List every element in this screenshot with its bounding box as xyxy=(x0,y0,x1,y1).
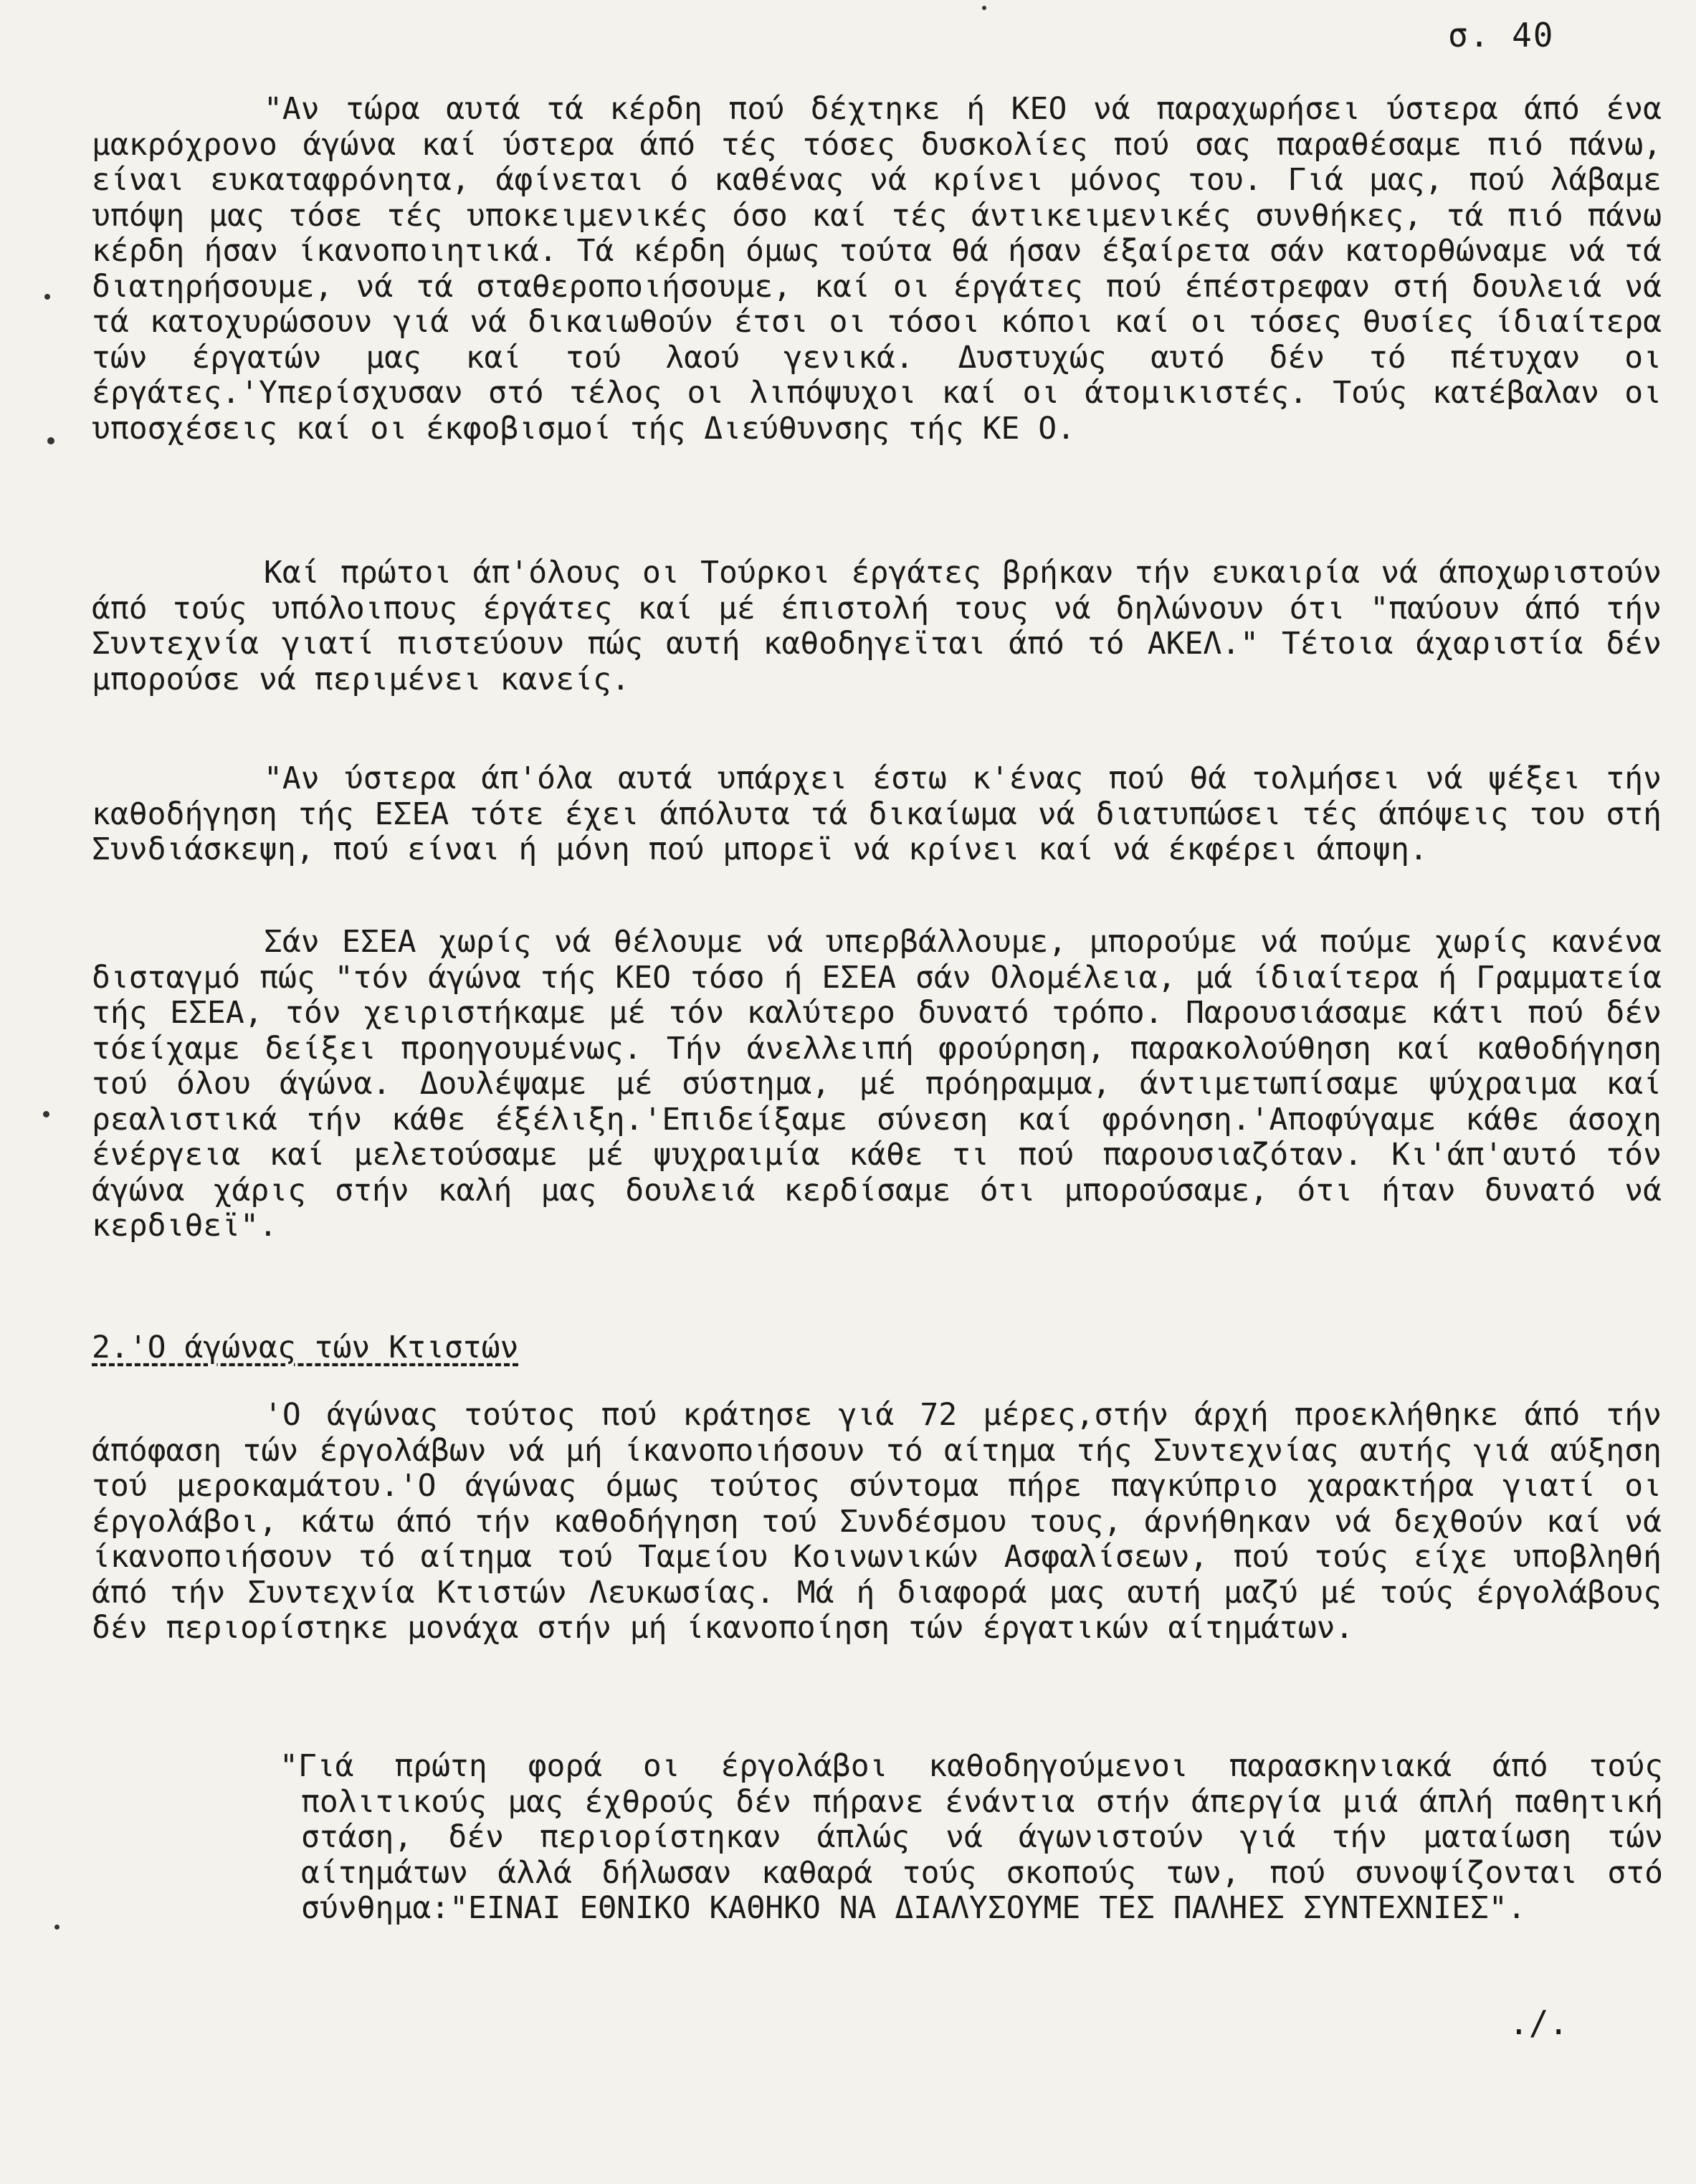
paragraph-3: "Αν ύστερα άπ'όλα αυτά υπάρχει έστω κ'ένας πού θά τολμήσει νά ψέξει τήν καθοδήγηση τής ΕΣΕΑ τότε έχει άπόλυτα τά δικαίωμα νά διατυπώσει τές άπόψεις του στή Συνδιάσκεψη, πού είναι ή μόνη πού μπορεϊ νά κρίνει καί νά έκφέρει άποψη. xyxy=(92,760,1662,867)
paragraph-1: "Αν τώρα αυτά τά κέρδη πού δέχτηκε ή ΚΕΟ νά παραχωρήσει ύστερα άπό ένα μακρόχρονο άγώνα καί ύστερα άπό τές τόσες δυσκολίες πού σας παραθέσαμε πιό πάνω, είναι ευκαταφρόνητα, άφίνεται ό καθένας νά κρίνει μόνος του. Γιά μας, πού λάβαμε υπόψη μας τόσε τές υποκειμενικές όσο καί τές άντικειμενικές συνθήκες, τά πιό πάνω κέρδη ήσαν ίκανοποιητικά. Τά κέρδη όμως τούτα θά ήσαν έξαίρετα σάν κατορθώναμε νά τά διατηρήσουμε, νά τά σταθεροποιήσουμε, καί οι έργάτες πού έπέστρεφαν στή δουλειά νά τά κατοχυρώσουν γιά νά δικαιωθούν έτσι οι τόσοι κόποι καί οι τόσες θυσίες ίδιαίτερα τών έργατών μας καί τού λαού γενικά. Δυστυχώς αυτό δέν τό πέτυχαν οι έργάτες.'Υπερίσχυσαν στό τέλος οι λιπόψυχοι καί οι άτομικιστές. Τούς κατέβαλαν οι υποσχέσεις καί οι έκφοβισμοί τής Διεύθυνσης τής ΚΕ Ο. xyxy=(92,91,1662,447)
paragraph-4: Σάν ΕΣΕΑ χωρίς νά θέλουμε νά υπερβάλλουμε, μπορούμε νά πούμε χωρίς κανένα δισταγμό πώς "τόν άγώνα τής ΚΕΟ τόσο ή ΕΣΕΑ σάν Ολομέλεια, μά ίδιαίτερα ή Γραμματεία τής ΕΣΕΑ, τόν χειριστήκαμε μέ τόν καλύτερο δυνατό τρόπο. Παρουσιάσαμε κάτι πού δέν τόείχαμε δείξει προηγουμένως. Τήν άνελλειπή φρούρηση, παρακολούθηση καί καθοδήγηση τού όλου άγώνα. Δουλέψαμε μέ σύστημα, μέ πρόηραμμα, άντιμετωπίσαμε ψύχραιμα καί ρεαλιστικά τήν κάθε έξέλιξη.'Επιδείξαμε σύνεση καί φρόνηση.'Αποφύγαμε κάθε άσοχη ένέργεια καί μελετούσαμε μέ ψυχραιμία κάθε τι πού παρουσιαζόταν. Κι'άπ'αυτό τόν άγώνα χάρις στήν καλή μας δουλειά κερδίσαμε ότι μπορούσαμε, ότι ήταν δυνατό νά κερδιθεϊ". xyxy=(92,924,1662,1244)
quote-block: "Γιά πρώτη φορά οι έργολάβοι καθοδηγούμενοι παρασκηνιακά άπό τούς πολιτικούς μας έχθρούς δέν πήρανε ένάντια στήν άπεργία μιά άπλή παθητική στάση, δέν περιορίστηκαν άπλώς νά άγωνιστούν γιά τήν ματαίωση τών αίτημάτων άλλά δήλωσαν καθαρά τούς σκοπούς των, πού συνοψίζονται στό σύνθημα:"ΕΙΝΑΙ ΕΘΝΙΚΟ ΚΑΘΗΚΟ ΝΑ ΔΙΑΛΥΣΟΥΜΕ ΤΕΣ ΠΑΛΗΕΣ ΣΥΝΤΕΧΝΙΕΣ". xyxy=(280,1748,1663,1926)
section-paragraph: 'Ο άγώνας τούτος πού κράτησε γιά 72 μέρες,στήν άρχή προεκλήθηκε άπό τήν άπόφαση τών έργολάβων νά μή ίκανοποιήσουν τό αίτημα τής Συντεχνίας αυτής γιά αύξηση τού μεροκαμάτου.'Ο άγώνας όμως τούτος σύντομα πήρε παγκύπριο χαρακτήρα γιατί οι έργολάβοι, κάτω άπό τήν καθοδήγηση τού Συνδέσμου τους, άρνήθηκαν νά δεχθούν καί νά ίκανοποιήσουν τό αίτημα τού Ταμείου Κοινωνικών Ασφαλίσεων, πού τούς είχε υποβληθή άπό τήν Συντεχνία Κτιστών Λευκωσίας. Μά ή διαφορά μας αυτή μαζύ μέ τούς έργολάβους δέν περιορίστηκε μονάχα στήν μή ίκανοποίηση τών έργατικών αίτημάτων. xyxy=(92,1397,1662,1646)
continuation-mark: ./. xyxy=(1509,2003,1569,2042)
margin-speck xyxy=(54,1925,59,1930)
margin-speck xyxy=(982,6,986,10)
margin-speck xyxy=(44,294,50,300)
margin-speck xyxy=(47,437,54,444)
page-number: σ. 40 xyxy=(1448,16,1555,54)
section-heading: 2.'Ο άγώνας τών Κτιστών xyxy=(92,1330,519,1365)
paragraph-2: Καί πρώτοι άπ'όλους οι Τούρκοι έργάτες βρήκαν τήν ευκαιρία νά άποχωριστούν άπό τούς υπόλοιπους έργάτες καί μέ έπιστολή τους νά δηλώνουν ότι "παύουν άπό τήν Συντεχνία γιατί πιστεύουν πώς αυτή καθοδηγεϊται άπό τό ΑΚΕΛ." Τέτοια άχαριστία δέν μπορούσε νά περιμένει κανείς. xyxy=(92,555,1662,697)
margin-speck xyxy=(43,1111,49,1117)
